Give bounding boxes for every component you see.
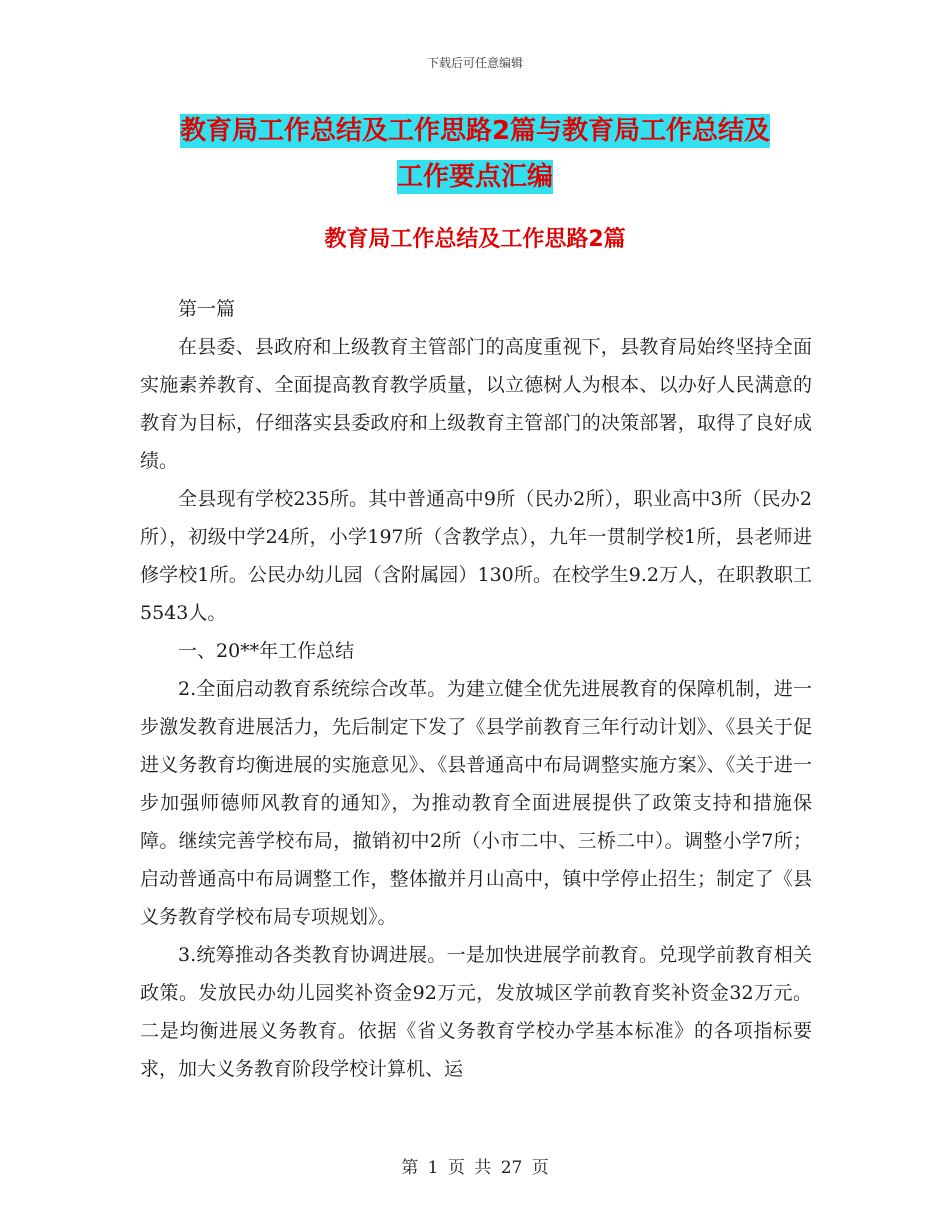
sub-title: 教育局工作总结及工作思路2篇: [324, 227, 626, 252]
paragraph-coordination: 3.统筹推动各类教育协调进展。一是加快进展学前教育。兑现学前教育相关政策。发放民办幼儿园奖补资金92万元，发放城区学前教育奖补资金32万元。二是均衡进展义务教育。依据《省义务教育学校办学基本标准》的各项指标要求，加大义务教育阶段学校计算机、运: [140, 944, 812, 1080]
paragraph-part-heading: 第一篇: [178, 298, 236, 320]
page-number: 第 1 页 共 27 页: [401, 1158, 549, 1178]
paragraph-section-heading: 一、20**年工作总结: [178, 640, 355, 662]
main-title-line2: 工作要点汇编: [396, 162, 553, 192]
paragraph-reform: 2.全面启动教育系统综合改革。为建立健全优先进展教育的保障机制，进一步激发教育进展活力，先后制定下发了《县学前教育三年行动计划》、《县关于促进义务教育均衡进展的实施意见》、《县普通高中布局调整实施方案》、《关于进一步加强师德师风教育的通知》，为推动教育全面进展提供了政策支持和措施保障。继续完善学校布局，撤销初中2所（小市二中、三桥二中）。调整小学7所；启动普通高中布局调整工作，整体撤并月山高中，镇中学停止招生；制定了《县义务教育学校布局专项规划》。: [140, 678, 812, 928]
main-title: [140, 108, 810, 200]
paragraph-school-stats: 全县现有学校235所。其中普通高中9所（民办2所），职业高中3所（民办2所），初级中学24所，小学197所（含教学点），九年一贯制学校1所，县老师进修学校1所。公民办幼儿园（含附属园）130所。在校学生9.2万人，在职教职工5543人。: [140, 488, 812, 624]
header-note: 下载后可任意编辑: [426, 56, 523, 70]
paragraph-intro: 在县委、县政府和上级教育主管部门的高度重视下，县教育局始终坚持全面实施素养教育、全面提高教育教学质量，以立德树人为根本、以办好人民满意的教育为目标，仔细落实县委政府和上级教育主管部门的决策部署，取得了良好成绩。: [140, 336, 812, 472]
document-body: [140, 290, 812, 1088]
main-title-line1: 教育局工作总结及工作思路2篇与教育局工作总结及: [179, 116, 771, 146]
